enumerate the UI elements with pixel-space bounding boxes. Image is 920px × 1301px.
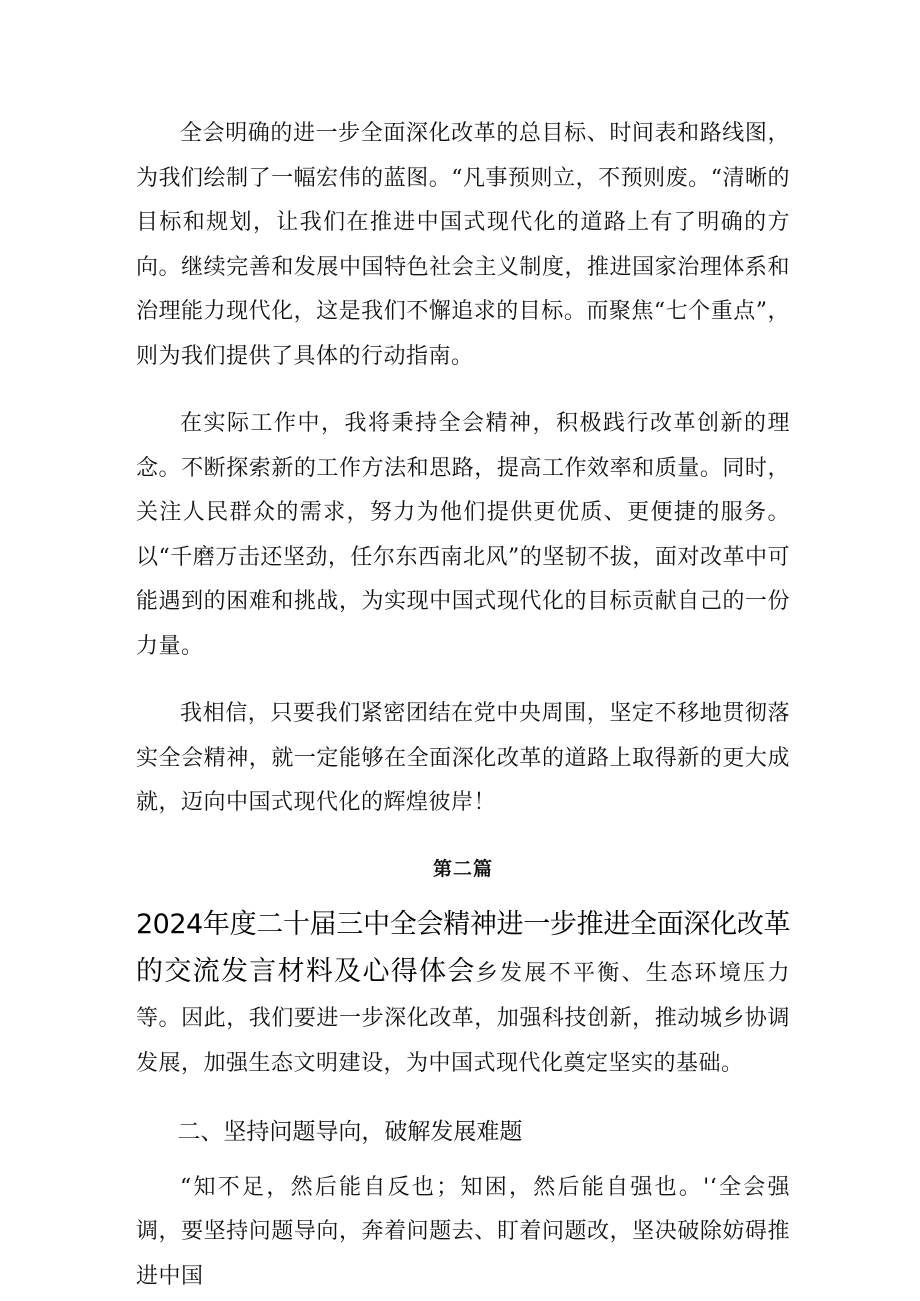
document-title: 2024年度二十届三中全会精神进一步推进全面深化改革的交流发言材料及心得体会 xyxy=(136,908,790,987)
paragraph-belief: 我相信，只要我们紧密团结在党中央周围，坚定不移地贯彻落实全会精神，就一定能够在全面深化改革的道路上取得新的更大成就，迈向中国式现代化的辉煌彼岸！ xyxy=(136,701,790,815)
paragraph-goals: 全会明确的进一步全面深化改革的总目标、时间表和路线图，为我们绘制了一幅宏伟的蓝图。“凡事预则立，不预则废。“清晰的目标和规划，让我们在推进中国式现代化的道路上有了明确的方向。继续完善和发展中国特色社会主义制度，推进国家治理体系和治理能力现代化，这是我们不懈追求的目标。而聚焦“七个重点”，则为我们提供了具体的行动指南。 xyxy=(136,121,790,369)
section-heading: 第二篇 xyxy=(432,857,493,880)
paragraph-practice: 在实际工作中，我将秉持全会精神，积极践行改革创新的理念。不断探索新的工作方法和思路，提高工作效率和质量。同时，关注人民群众的需求，努力为他们提供更优质、更便捷的服务。以“千磨万击还坚劲，任尔东西南北风”的坚韧不拔，面对改革中可能遇到的困难和挑战，为实现中国式现代化的目标贡献自己的一份力量。 xyxy=(136,411,790,659)
paragraph-problem-orientation: “知不足，然后能自反也；知困，然后能自强也。'‘全会强调，要坚持问题导向，奔着问题去、盯着问题改，坚决破除妨碍推进中国 xyxy=(136,1174,790,1289)
document-body xyxy=(136,112,790,1299)
subheading-problem-orientation: 二、坚持问题导向，破解发展难题 xyxy=(177,1118,523,1145)
title-continuation-text: 乡发展不平衡、生态环境压力等。因此，我们要进一步深化改革，加强科技创新，推动城乡协调发展，加强生态文明建设，为中国式现代化奠定坚实的基础。 xyxy=(136,960,790,1076)
title-paragraph xyxy=(136,902,790,1086)
